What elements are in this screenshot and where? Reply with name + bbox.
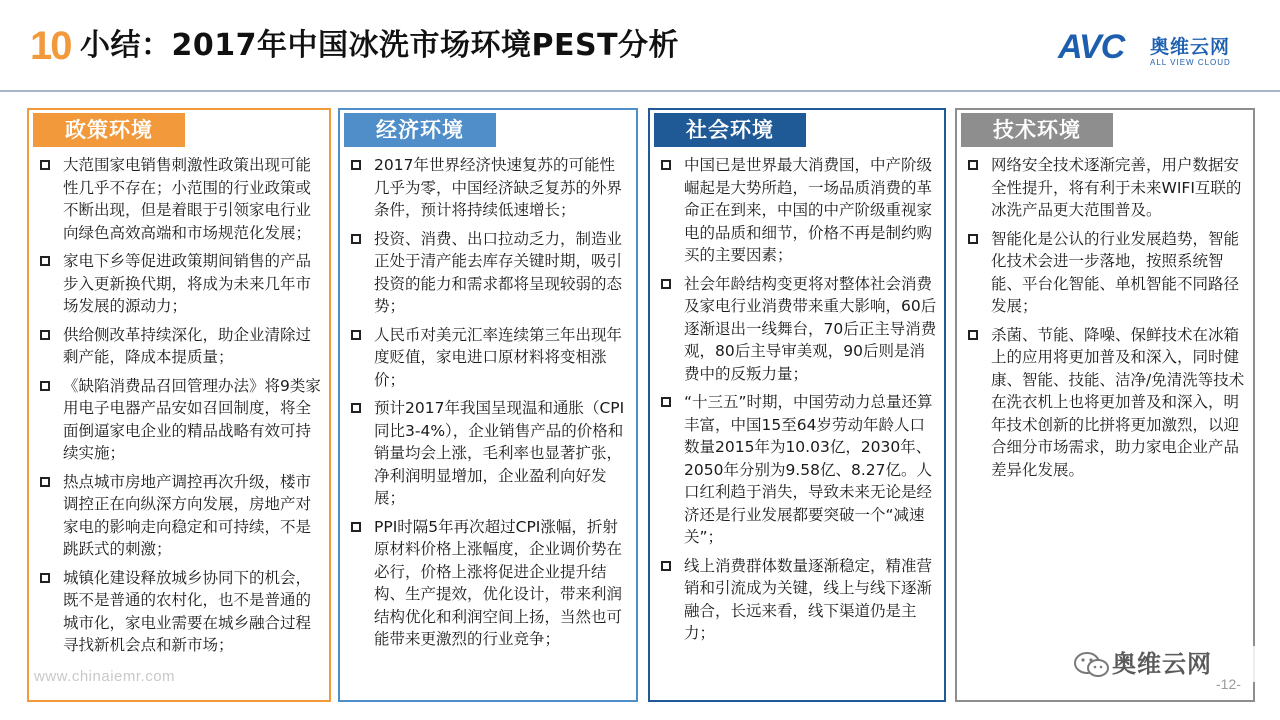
list-item <box>348 154 630 222</box>
list-item <box>348 397 630 510</box>
list-item <box>37 567 323 657</box>
list-item-text: 投资、消费、出口拉动乏力，制造业正处于清产能去库存关键时期，吸引投资的能力和需求都将呈现较弱的态势； <box>374 229 623 315</box>
list-item-text: 《缺陷消费品召回管理办法》将9类家用电子电器产品安如召回制度，将全面倒逼家电企业的精品战略有效可持续实施； <box>63 376 321 462</box>
slide-number: 10 <box>30 24 71 68</box>
wechat-icon <box>1072 650 1112 680</box>
list-item <box>965 228 1247 318</box>
list-item-text: 城镇化建设释放城乡协同下的机会，既不是普通的农村化，也不是普通的城市化，家电业需要在城乡融合过程寻找新机会点和新市场； <box>63 568 312 654</box>
square-bullet-icon <box>40 256 50 266</box>
list-item <box>37 154 323 244</box>
list-item <box>37 324 323 369</box>
list-item <box>37 471 323 561</box>
economy-panel-title: 经济环境 <box>344 113 496 147</box>
logo-english-name: ALL VIEW CLOUD <box>1150 58 1231 67</box>
list-item <box>658 555 938 645</box>
list-item-text: PPI时隔5年再次超过CPI涨幅，折射原材料价格上涨幅度，企业调价势在必行，价格上涨将促进企业提升结构、生产提效，优化设计，带来利润结构优化和利润空间上扬，当然也可能带来更激烈的行业竞争； <box>374 517 623 648</box>
square-bullet-icon <box>968 160 978 170</box>
logo-mark: AVC <box>1058 28 1125 66</box>
society-panel <box>648 108 946 702</box>
square-bullet-icon <box>351 330 361 340</box>
list-item-text: 大范围家电销售刺激性政策出现可能性几乎不存在；小范围的行业政策或不断出现，但是着眼于引领家电行业向绿色高效高端和市场规范化发展； <box>63 156 312 242</box>
wechat-account-name: 奥维云网 <box>1112 650 1212 678</box>
society-panel-title: 社会环境 <box>654 113 806 147</box>
logo-chinese-name: 奥维云网 <box>1150 36 1231 58</box>
square-bullet-icon <box>661 279 671 289</box>
square-bullet-icon <box>661 397 671 407</box>
list-item <box>965 154 1247 222</box>
square-bullet-icon <box>351 234 361 244</box>
policy-panel <box>27 108 331 702</box>
list-item-text: 中国已是世界最大消费国，中产阶级崛起是大势所趋，一场品质消费的革命正在到来，中国的中产阶级重视家电的品质和细节，价格不再是制约购买的主要因素； <box>684 156 933 264</box>
list-item <box>348 516 630 651</box>
list-item-text: 社会年龄结构变更将对整体社会消费及家电行业消费带来重大影响，60后逐渐退出一线舞台，70后正主导消费观，80后主导审美观，90后则是消费中的反叛力量； <box>684 274 937 383</box>
title-divider <box>0 90 1280 92</box>
square-bullet-icon <box>40 573 50 583</box>
list-item <box>37 375 323 465</box>
list-item <box>348 324 630 392</box>
list-item-text: 智能化是公认的行业发展趋势，智能化技术会进一步落地，按照系统智能、平台化智能、单机智能不同路径发展； <box>991 229 1240 315</box>
technology-panel-title: 技术环境 <box>961 113 1113 147</box>
square-bullet-icon <box>40 381 50 391</box>
list-item-text: 预计2017年我国呈现温和通胀（CPI同比3-4%），企业销售产品的价格和销量均会上涨，毛利率也显著扩张，净利润明显增加，企业盈利向好发展； <box>374 399 625 507</box>
technology-item-list <box>965 154 1247 487</box>
economy-item-list <box>348 154 630 657</box>
avc-logo <box>1058 22 1258 82</box>
square-bullet-icon <box>351 160 361 170</box>
website-watermark: www.chinaiemr.com <box>34 668 176 685</box>
square-bullet-icon <box>40 330 50 340</box>
list-item-text: 2017年世界经济快速复苏的可能性几乎为零，中国经济缺乏复苏的外界条件，预计将持续低速增长； <box>374 156 623 219</box>
policy-panel-title: 政策环境 <box>33 113 185 147</box>
square-bullet-icon <box>968 234 978 244</box>
list-item-text: 供给侧改革持续深化，助企业清除过剩产能，降成本提质量； <box>63 325 312 366</box>
list-item <box>658 273 938 386</box>
list-item-text: 网络安全技术逐渐完善，用户数据安全性提升，将有利于未来WIFI互联的冰洗产品更大范围普及。 <box>991 156 1242 219</box>
square-bullet-icon <box>661 561 671 571</box>
list-item <box>37 250 323 318</box>
technology-panel <box>955 108 1255 702</box>
square-bullet-icon <box>40 160 50 170</box>
list-item <box>658 154 938 267</box>
list-item-text: 人民币对美元汇率连续第三年出现年度贬值，家电进口原材料将变相涨价； <box>374 325 623 389</box>
list-item <box>965 324 1247 482</box>
square-bullet-icon <box>351 403 361 413</box>
society-item-list <box>658 154 938 651</box>
square-bullet-icon <box>40 477 50 487</box>
page-title: 小结：2017年中国冰洗市场环境PEST分析 <box>80 28 680 63</box>
list-item-text: 杀菌、节能、降噪、保鲜技术在冰箱上的应用将更加普及和深入，同时健康、智能、技能、洁净/免清洗等技术在洗衣机上也将更加普及和深入，明年技术创新的比拼将更加激烈，以迎合细分市场需求，助力家电企业产品差异化发展。 <box>991 325 1245 479</box>
list-item-text: 热点城市房地产调控再次升级，楼市调控正在向纵深方向发展，房地产对家电的影响走向稳定和可持续，不是跳跃式的刺激； <box>63 472 312 558</box>
square-bullet-icon <box>968 330 978 340</box>
list-item <box>348 228 630 318</box>
list-item-text: 家电下乡等促进政策期间销售的产品步入更新换代期，将成为未来几年市场发展的源动力； <box>63 252 312 315</box>
square-bullet-icon <box>661 160 671 170</box>
page-number: -12- <box>1216 676 1241 692</box>
economy-panel <box>338 108 638 702</box>
list-item-text: “十三五”时期，中国劳动力总量还算丰富，中国15至64岁劳动年龄人口数量2015年为10.03亿，2030年、2050年分别为9.58亿、8.27亿。人口红利趋于消失，导致未来无论是经济还是行业发展都要突破一个“减速关”； <box>684 393 933 546</box>
square-bullet-icon <box>351 522 361 532</box>
list-item <box>658 391 938 549</box>
list-item-text: 线上消费群体数量逐渐稳定，精准营销和引流成为关键，线上与线下逐渐融合，长远来看，线下渠道仍是主力； <box>684 556 933 642</box>
policy-item-list <box>37 154 323 663</box>
